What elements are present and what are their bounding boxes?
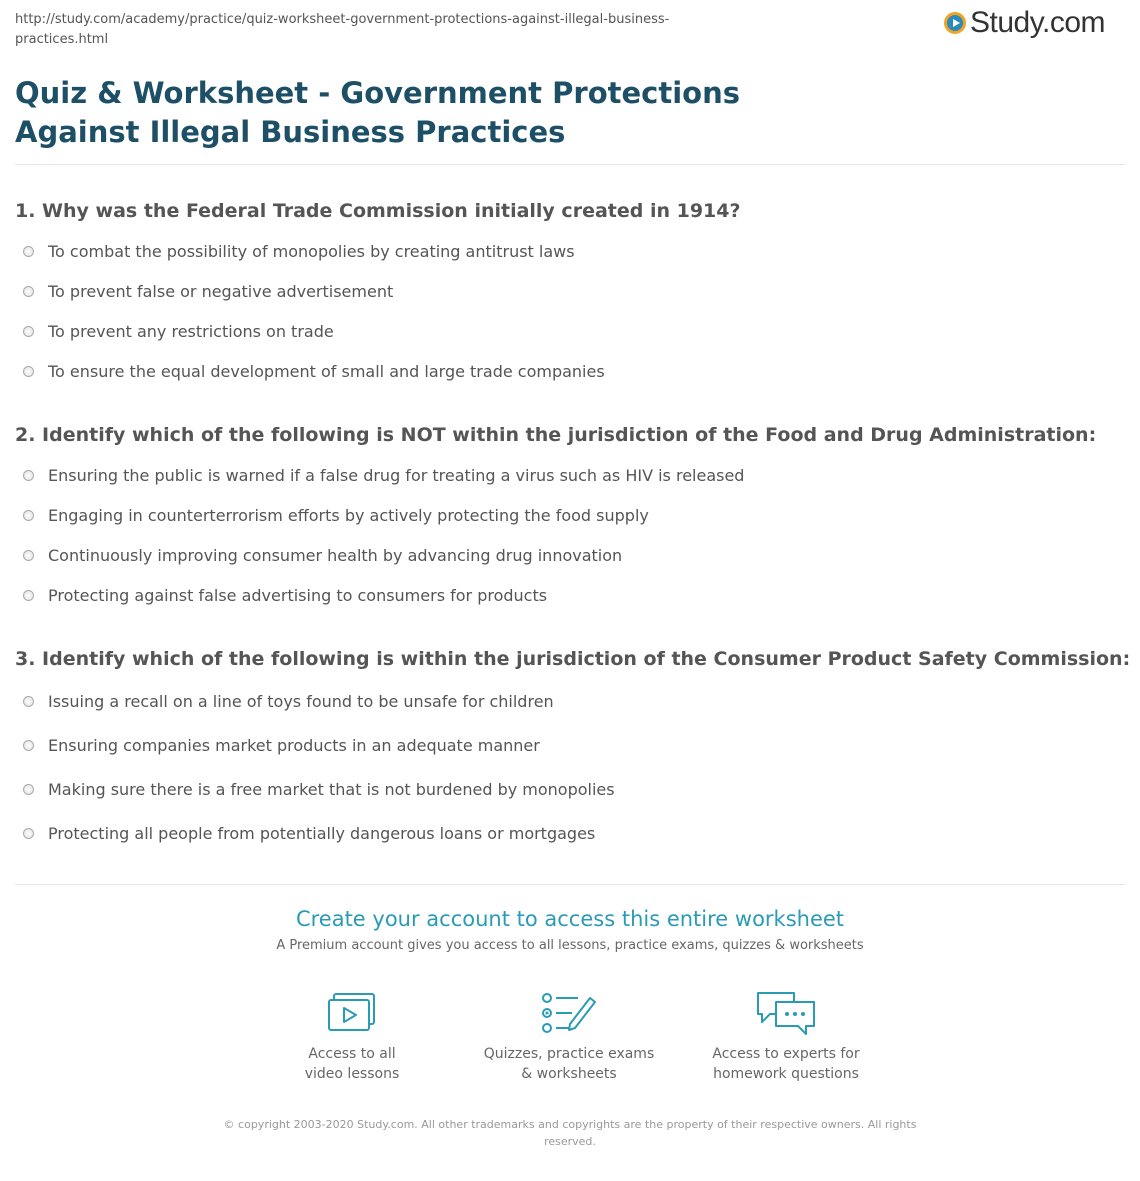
feature-label: Access to all video lessons [304,1046,400,1082]
video-lessons-icon [325,990,379,1036]
question-1-option-4[interactable]: To ensure the equal development of small and large trade companies [23,362,605,381]
page-title: Quiz & Worksheet - Government Protections Against Illegal Business Practices [15,76,740,149]
question-3-option-2[interactable]: Ensuring companies market products in an adequate manner [23,736,540,755]
create-account-link[interactable]: Create your account to access this entire worksheet [295,907,845,931]
question-3-option-1[interactable]: Issuing a recall on a line of toys found to be unsafe for children [23,692,554,711]
question-1-title: 1. Why was the Federal Trade Commission initially created in 1914? [15,200,741,222]
radio-button-icon[interactable] [23,470,34,481]
logo-text: Study.com [970,6,1105,39]
radio-button-icon[interactable] [23,550,34,561]
play-logo-icon [944,12,966,34]
feature-video-lessons [262,990,442,1084]
question-3-title: 3. Identify which of the following is within the jurisdiction of the Consumer Product Safety Commission: [15,648,1131,670]
study-logo[interactable] [944,6,1105,40]
page-url: http://study.com/academy/practice/quiz-worksheet-government-protections-against-illegal-business-practices.html [15,12,670,47]
question-1-option-3[interactable]: To prevent any restrictions on trade [23,322,334,341]
radio-button-icon[interactable] [23,590,34,601]
feature-label: Access to experts for homework questions [712,1046,860,1082]
question-2-option-2[interactable]: Engaging in counterterrorism efforts by actively protecting the food supply [23,506,649,525]
radio-button-icon[interactable] [23,246,34,257]
radio-button-icon[interactable] [23,740,34,751]
feature-quizzes [479,990,659,1084]
question-3-option-4[interactable]: Protecting all people from potentially dangerous loans or mortgages [23,824,595,843]
radio-button-icon[interactable] [23,828,34,839]
radio-button-icon[interactable] [23,510,34,521]
radio-button-icon[interactable] [23,696,34,707]
question-2-option-1[interactable]: Ensuring the public is warned if a false drug for treating a virus such as HIV is released [23,466,744,485]
chat-bubbles-icon [754,990,818,1036]
question-2-title: 2. Identify which of the following is NOT within the jurisdiction of the Food and Drug Administration: [15,424,1097,446]
question-1-option-1[interactable]: To combat the possibility of monopolies by creating antitrust laws [23,242,575,261]
feature-experts [696,990,876,1084]
question-2-option-3[interactable]: Continuously improving consumer health by advancing drug innovation [23,546,622,565]
premium-description: A Premium account gives you access to all lessons, practice exams, quizzes & worksheets [276,938,864,953]
quiz-checklist-icon [540,990,598,1036]
divider [15,884,1125,885]
copyright-notice: © copyright 2003-2020 Study.com. All other trademarks and copyrights are the property of their respective owners. All rights reserved. [223,1118,917,1148]
question-1-option-2[interactable]: To prevent false or negative advertisement [23,282,393,301]
question-2-option-4[interactable]: Protecting against false advertising to consumers for products [23,586,547,605]
divider [15,164,1125,165]
question-3-option-3[interactable]: Making sure there is a free market that is not burdened by monopolies [23,780,615,799]
feature-label: Quizzes, practice exams & worksheets [483,1046,655,1082]
radio-button-icon[interactable] [23,784,34,795]
radio-button-icon[interactable] [23,326,34,337]
radio-button-icon[interactable] [23,286,34,297]
radio-button-icon[interactable] [23,366,34,377]
